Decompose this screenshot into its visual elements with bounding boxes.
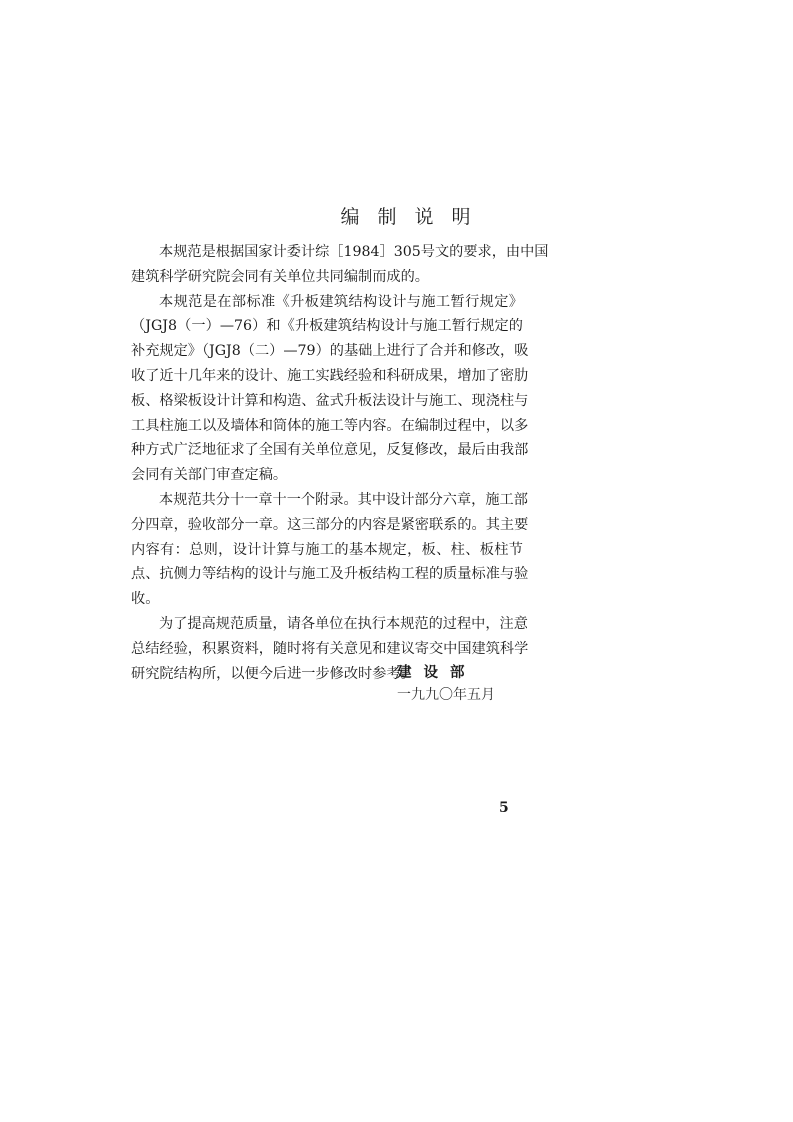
text-line: （JGJ8（一）—76）和《升板建筑结构设计与施工暂行规定的 <box>131 318 523 335</box>
date: 一九九〇年五月 <box>397 687 495 703</box>
text-line: 补充规定》（JGJ8（二）—79）的基础上进行了合并和修改，吸 <box>131 343 529 360</box>
text-line: 会同有关部门审查定稿。 <box>131 467 288 484</box>
page-number: 5 <box>499 800 509 816</box>
body-text <box>131 240 549 686</box>
text-line: 研究院结构所，以便今后进一步修改时参考。 <box>131 665 415 682</box>
text-line: 本规范共分十一章十一个附录。其中设计部分六章，施工部 <box>159 491 528 508</box>
text-line: 收了近十几年来的设计、施工实践经验和科研成果，增加了密肋 <box>131 367 529 384</box>
text-line: 内容有：总则，设计计算与施工的基本规定，板、柱、板柱节 <box>131 541 523 558</box>
text-line: 种方式广泛地征求了全国有关单位意见，反复修改，最后由我部 <box>131 442 529 459</box>
text-line: 总结经验，积累资料，随时将有关意见和建议寄交中国建筑科学 <box>131 640 529 657</box>
page-title: 编制说明 <box>340 206 489 228</box>
text-line: 分四章，验收部分一章。这三部分的内容是紧密联系的。其主要 <box>131 516 529 533</box>
text-line: 工具柱施工以及墙体和筒体的施工等内容。在编制过程中，以多 <box>131 417 529 434</box>
text-line: 收。 <box>131 591 160 608</box>
text-line: 点、抗侧力等结构的设计与施工及升板结构工程的质量标准与验 <box>131 566 529 583</box>
text-line: 为了提高规范质量，请各单位在执行本规范的过程中，注意 <box>159 615 528 632</box>
text-line: 本规范是在部标准《升板建筑结构设计与施工暂行规定》 <box>159 293 523 310</box>
text-line: 板、格梁板设计计算和构造、盆式升板法设计与施工、现浇柱与 <box>131 392 529 409</box>
signature: 建设部 <box>397 664 477 681</box>
text-line: 建筑科学研究院会同有关单位共同编制而成的。 <box>131 268 429 285</box>
text-line: 本规范是根据国家计委计综［1984］305号文的要求，由中国 <box>159 244 549 260</box>
